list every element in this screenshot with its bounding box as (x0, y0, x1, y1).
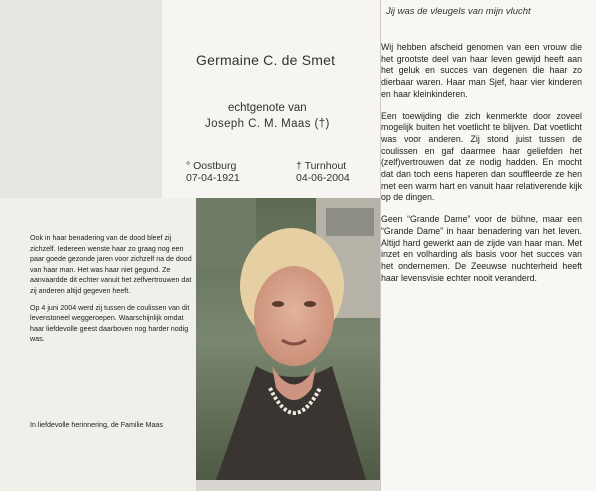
left-paragraph: Ook in haar benadering van de dood bleef zij zichzelf. Iedereen wenste haar zo graag nog een paar goede gezonde jaren voor zichzelf na de dood van haar man. Het was haar niet gegund. Ze aanvaardde dit echter vanuit het zelfvertrouwen dat zij anderen altijd gegeven heeft. (30, 234, 192, 295)
spouse-name: Joseph C. M. Maas (†) (205, 118, 330, 130)
left-paragraph: Op 4 juni 2004 werd zij tussen de coulissen van dit levenstoneel weggeroepen. Waarschijnlijk omdat haar liefdevolle geest daarboven nog harder nodig was. (30, 303, 190, 344)
birth-date: 07-04-1921 (186, 172, 240, 184)
birth-place: ° Oostburg (186, 160, 237, 172)
right-text-block (381, 42, 582, 294)
portrait-photo (196, 198, 380, 480)
right-paragraph: Geen “Grande Dame” voor de bühne, maar een “Grande Dame” in haar benadering van het leven. Altijd hard gewerkt aan de zijde van haar man. Met inzet en volharding als basis voor het succes van het ondernemen. De Zeeuwse nuchterheid heeft haar levensvisie echter nooit veranderd. (381, 214, 582, 283)
right-paragraph: Wij hebben afscheid genomen van een vrouw die het grootste deel van haar leven gewijd heeft aan het geluk en succes van degenen die haar zo dierbaar waren. Haar man Sjef, haar vier kinderen en haar kleinkinderen. (381, 42, 582, 99)
left-text-block (30, 233, 194, 351)
left-top-blank (0, 0, 162, 198)
deceased-name: Germaine C. de Smet (196, 52, 336, 68)
death-date: 04-06-2004 (296, 172, 350, 184)
spouse-label: echtgenote van (228, 102, 307, 114)
death-place: † Turnhout (296, 160, 347, 172)
right-paragraph: Een toewijding die zich kenmerkte door zoveel mogelijk buiten het voetlicht te blijven. Dat voetlicht was voor anderen. Zij stond juist tussen de coulissen en gaf daarmee haar geliefden het (zelf)vertrouwen dat ze nodig hadden. En mocht dat dan toch eens haperen dan souffleerde ze hen met een warm hart en vanuit haar relativerende kijk op de dingen. (381, 110, 582, 203)
memorial-quote: Jij was de vleugels van mijn vlucht (386, 6, 531, 17)
closing-line: In liefdevolle herinnering, de Familie Maas (30, 421, 163, 429)
